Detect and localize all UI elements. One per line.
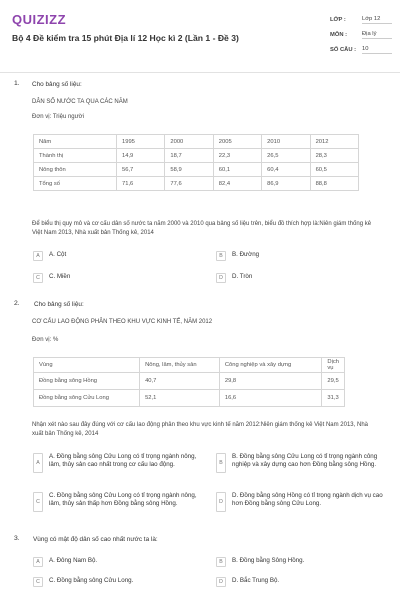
question-count-label: SỐ CÂU : — [330, 47, 357, 53]
option-label: A. Đồng bằng sông Cửu Long có tỉ trọng ngành nông, lâm, thủy sản cao nhất trong cơ cấu lao động. — [49, 453, 197, 468]
table-cell: 60,1 — [213, 163, 261, 177]
header-divider — [0, 72, 400, 73]
subject-label: MÔN : — [330, 32, 348, 38]
table-cell: Vùng — [34, 358, 140, 373]
table-cell: Dịch vụ — [322, 358, 345, 373]
option-label: A. Cột — [49, 251, 67, 258]
option-key-badge: C — [33, 273, 43, 283]
question-1-table-title: DÂN SỐ NƯỚC TA QUA CÁC NĂM — [32, 99, 128, 105]
table-cell: 2000 — [165, 135, 213, 149]
option-key-badge: B — [216, 453, 226, 473]
question-3-number: 3. — [14, 535, 20, 542]
table-cell: 2005 — [213, 135, 261, 149]
question-count-value: 10 — [362, 46, 392, 54]
table-cell: 71,6 — [117, 177, 165, 191]
question-2-option-c[interactable] — [33, 492, 203, 512]
table-cell: Nông thôn — [34, 163, 117, 177]
table-cell: Đồng bằng sông Hồng — [34, 373, 140, 390]
table-cell: 2010 — [262, 135, 310, 149]
option-label: D. Bắc Trung Bộ. — [232, 577, 280, 584]
class-value: Lớp 12 — [362, 16, 392, 24]
table-cell: 18,7 — [165, 149, 213, 163]
table-row — [34, 373, 345, 390]
class-label: LỚP : — [330, 17, 346, 23]
option-key-badge: D — [216, 273, 226, 283]
table-cell: Công nghiệp và xây dựng — [219, 358, 322, 373]
table-cell: Tổng số — [34, 177, 117, 191]
table-cell: Đồng bằng sông Cửu Long — [34, 390, 140, 407]
table-cell: 86,9 — [262, 177, 310, 191]
table-cell: 29,5 — [322, 373, 345, 390]
table-cell: Nông, lâm, thủy sản — [140, 358, 220, 373]
option-key-badge: B — [216, 251, 226, 261]
option-label: D. Đồng bằng sông Hồng có tỉ trọng ngành dịch vụ cao hơn Đồng bằng sông Cửu Long. — [232, 492, 383, 507]
option-label: C. Đồng bằng sông Cửu Long. — [49, 577, 134, 584]
option-key-badge: D — [216, 577, 226, 587]
table-cell: 60,5 — [310, 163, 358, 177]
question-1-option-a[interactable] — [33, 251, 183, 261]
table-row — [34, 149, 359, 163]
table-cell: 82,4 — [213, 177, 261, 191]
table-cell: 26,5 — [262, 149, 310, 163]
question-2-unit: Đơn vị: % — [32, 337, 59, 343]
option-key-badge: A — [33, 557, 43, 567]
question-2-prompt: Cho bảng số liệu: — [34, 301, 84, 308]
quizizz-logo: QUIZIZZ — [12, 12, 67, 27]
option-label: B. Đường — [232, 251, 260, 258]
question-2-option-d[interactable] — [216, 492, 386, 512]
question-3-prompt: Vùng có mật độ dân số cao nhất nước ta là: — [33, 536, 158, 543]
question-2-option-a[interactable] — [33, 453, 203, 473]
question-2-number: 2. — [14, 300, 20, 307]
option-label: B. Đồng bằng Sông Hồng. — [232, 557, 305, 564]
table-cell: 40,7 — [140, 373, 220, 390]
question-3-option-d[interactable] — [216, 577, 376, 587]
option-label: C. Đồng bằng sông Cửu Long có tỉ trọng ngành nông, lâm, thủy sản thấp hơn Đồng bằng sông Hồng. — [49, 492, 197, 507]
table-cell: 56,7 — [117, 163, 165, 177]
option-key-badge: A — [33, 251, 43, 261]
option-label: B. Đồng bằng sông Cửu Long có tỉ trọng ngành công nghiệp và xây dựng cao hơn Đồng bằng sông Hồng. — [232, 453, 378, 468]
question-2-option-b[interactable] — [216, 453, 386, 473]
option-key-badge: C — [33, 577, 43, 587]
subject-value: Địa lý — [362, 31, 392, 39]
question-1-text: Để biểu thị quy mô và cơ cấu dân số nước ta năm 2000 và 2010 qua bảng số liệu trên, biểu đồ thích hợp là:Niên giám thống kê Việt Nam 2013, Nhà xuất bản Thống kê, 2014 — [32, 221, 372, 236]
table-cell: 29,8 — [219, 373, 322, 390]
question-2-table-title: CƠ CẤU LAO ĐỘNG PHÂN THEO KHU VỰC KINH TẾ, NĂM 2012 — [32, 319, 213, 325]
question-1-option-c[interactable] — [33, 273, 183, 283]
option-key-badge: A — [33, 453, 43, 473]
option-key-badge: D — [216, 492, 226, 512]
question-1-option-b[interactable] — [216, 251, 366, 261]
question-3-option-a[interactable] — [33, 557, 193, 567]
question-1-prompt: Cho bảng số liệu: — [32, 81, 82, 88]
table-row — [34, 135, 359, 149]
table-cell: 14,9 — [117, 149, 165, 163]
table-cell: 16,6 — [219, 390, 322, 407]
table-row — [34, 163, 359, 177]
table-cell: 52,1 — [140, 390, 220, 407]
table-cell: 1995 — [117, 135, 165, 149]
table-cell: 2012 — [310, 135, 358, 149]
question-1-unit: Đơn vị: Triệu người — [32, 114, 84, 120]
table-row — [34, 177, 359, 191]
table-cell: Năm — [34, 135, 117, 149]
option-label: D. Tròn — [232, 273, 253, 280]
option-label: C. Miền — [49, 273, 71, 280]
question-3-option-c[interactable] — [33, 577, 193, 587]
table-cell: 22,3 — [213, 149, 261, 163]
option-key-badge: C — [33, 492, 43, 512]
option-key-badge: B — [216, 557, 226, 567]
table-cell: 88,8 — [310, 177, 358, 191]
question-1-option-d[interactable] — [216, 273, 366, 283]
question-3-option-b[interactable] — [216, 557, 376, 567]
labor-structure-table — [33, 357, 345, 407]
population-table — [33, 134, 359, 191]
question-2-text: Nhận xét nào sau đây đúng với cơ cấu lao động phân theo khu vực kinh tế năm 2012:Niên giám thống kê Việt Nam 2013, Nhà xuất bản Thống kê, 2014 — [32, 422, 368, 437]
table-cell: Thành thị — [34, 149, 117, 163]
table-row — [34, 358, 345, 373]
table-cell: 28,3 — [310, 149, 358, 163]
table-cell: 77,6 — [165, 177, 213, 191]
table-cell: 60,4 — [262, 163, 310, 177]
table-cell: 31,3 — [322, 390, 345, 407]
option-label: A. Đông Nam Bộ. — [49, 557, 98, 564]
page-title: Bộ 4 Đề kiểm tra 15 phút Địa lí 12 Học kì 2 (Lần 1 - Đề 3) — [12, 33, 239, 43]
table-row — [34, 390, 345, 407]
question-1-number: 1. — [14, 80, 20, 87]
table-cell: 58,9 — [165, 163, 213, 177]
